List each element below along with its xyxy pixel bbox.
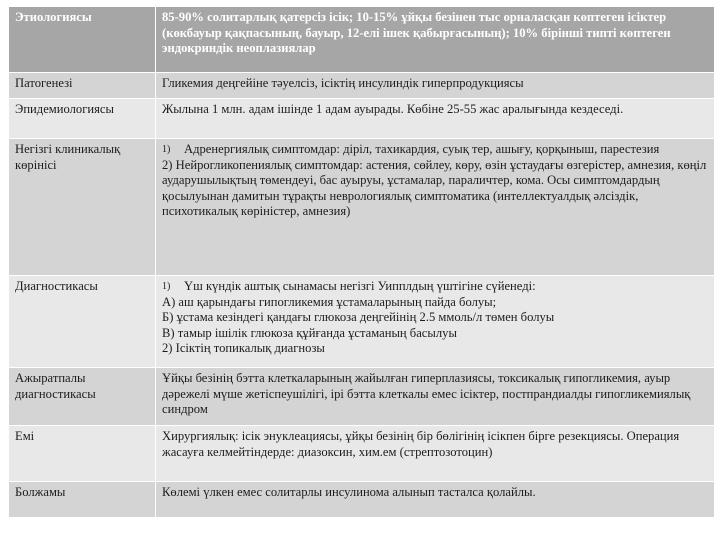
- value-epidemiology: Жылына 1 млн. адам ішінде 1 адам ауырады. Көбіне 25-55 жас аралығында кездеседі.: [156, 99, 715, 139]
- label-pathogenesis: Патогенезі: [9, 73, 156, 99]
- row-diagnostics: [9, 276, 715, 368]
- value-pathogenesis: Гликемия деңгейіне тәуелсіз, ісіктің инсулиндік гиперпродукциясы: [156, 73, 715, 99]
- label-differential: Ажыратпалы диагностикасы: [9, 368, 156, 426]
- label-epidemiology: Эпидемиологиясы: [9, 99, 156, 139]
- clinical-item-2: 2) Нейрогликопениялық симптомдар: астения, сөйлеу, көру, өзін ұстаудағы өзгерістер, амнезия, көңіл аударушылықтың төмендеуі, бас ауыруы, ұстамалар, параличтер, кома. Осы симптомдардың қосылуынан дамитын тұрақты неврологиялық симптоматика (интеллектуалдық әлсіздік, психотикалық көріністер, амнезия): [162, 157, 707, 218]
- row-treatment: [9, 426, 715, 482]
- value-etiology: 85-90% солитарлық қатерсіз ісік; 10-15% ұйқы безінен тыс орналасқан көптеген ісіктер (көкбауыр қақпасының, бауыр, 12-елі ішек қабырғасының); 10% бірінші типті көптеген эндокриндік неоплазиялар: [156, 7, 715, 73]
- row-clinical: [9, 139, 715, 276]
- label-etiology: Этиологиясы: [9, 7, 156, 73]
- row-epidemiology: [9, 99, 715, 139]
- label-clinical: Негізгі клиникалық көрінісі: [9, 139, 156, 276]
- clinical-item-1-number: 1): [162, 144, 171, 155]
- value-prognosis: Көлемі үлкен емес солитарлы инсулинома алынып тасталса қолайлы.: [156, 482, 715, 518]
- diagnostics-line: 2) Ісіктің топикалық диагнозы: [162, 341, 325, 355]
- diagnostics-item-1-number: 1): [162, 281, 171, 292]
- clinical-item-1-text: Адренергиялық симптомдар: діріл, тахикардия, суық тер, ашығу, қорқыныш, парестезия: [184, 142, 660, 156]
- value-clinical: [156, 139, 715, 276]
- row-prognosis: [9, 482, 715, 518]
- value-differential: Ұйқы безінің бэтта клеткаларының жайылған гиперплазиясы, токсикалық гипогликемия, ауыр дәрежелі мүше жетіспеушілігі, ірі бэтта клеткалы емес ісіктер, постпрандиалды гипогликемиялық синдром: [156, 368, 715, 426]
- value-diagnostics: [156, 276, 715, 368]
- info-table: [8, 6, 715, 518]
- diagnostics-item-1: [162, 279, 708, 295]
- label-treatment: Емі: [9, 426, 156, 482]
- diagnostics-line: В) тамыр ішілік глюкоза құйғанда ұстаманың басылуы: [162, 325, 457, 340]
- row-etiology: [9, 7, 715, 73]
- diagnostics-line: Б) ұстама кезіндегі қандағы глюкоза деңгейінің 2.5 ммоль/л төмен болуы: [162, 310, 555, 324]
- row-pathogenesis: [9, 73, 715, 99]
- value-treatment: Хирургиялық: ісік энуклеациясы, ұйқы безінің бір бөлігінің ісікпен бірге резекциясы. Операция жасауға келмейтіндерде: диазоксин, хим.ем (стрептозотоцин): [156, 426, 715, 482]
- diagnostics-item-1-text: Үш күндік аштық сынамасы негізгі Уипплдың үштігіне сүйенеді:: [184, 279, 536, 293]
- label-diagnostics: Диагностикасы: [9, 276, 156, 368]
- diagnostics-line: А) аш қарындағы гипогликемия ұстамаларының пайда болуы;: [162, 294, 497, 309]
- clinical-item-1: [162, 142, 708, 158]
- label-prognosis: Болжамы: [9, 482, 156, 518]
- row-differential: [9, 368, 715, 426]
